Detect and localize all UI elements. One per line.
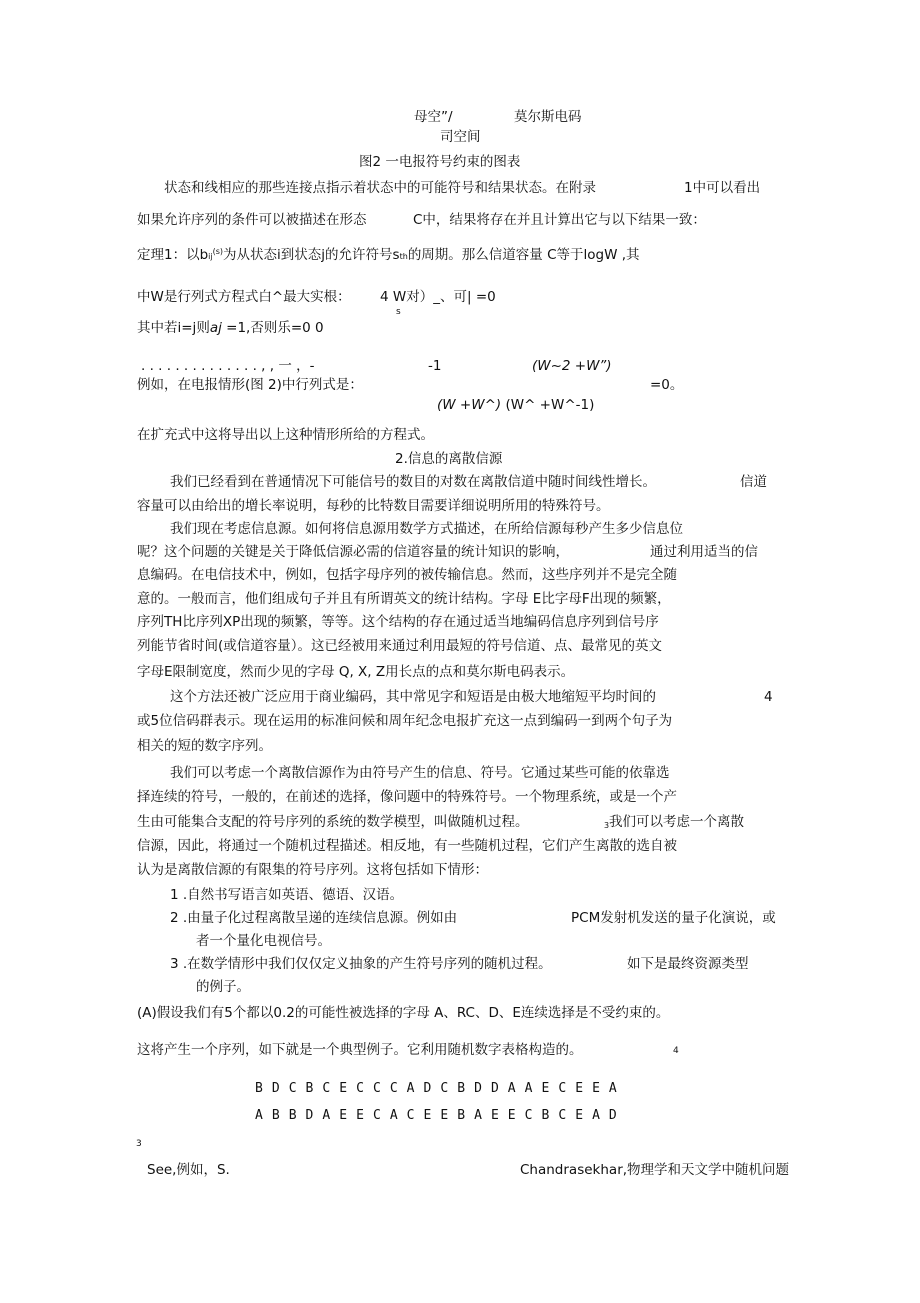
theorem-text-2: 为从状态i到状态j的允许符号s [223,247,400,263]
example-expr-bottom-b: (W^ +W^-1) [505,397,595,413]
theorem-s-mark: s [396,307,401,317]
footnote-right: Chandrasekhar,物理学和天文学中随机问题 [520,1162,790,1178]
p4-line-1: 我们可以考虑一个离散信源作为由符号产生的信息、符号。它通过某些可能的依靠选 [170,765,670,781]
theorem-sup-s: (s) [212,247,224,256]
theorem-line-1 [137,249,640,263]
example-after: 在扩充式中这将导出以上这种情形所给的方程式。 [137,427,434,443]
intro-line-2b: C中，结果将存在并且计算出它与以下结果一致： [413,212,706,228]
example-eq-zero: =0。 [650,377,684,393]
example-expr-top: (W~2 +W”) [532,358,612,374]
p4-line-5: 认为是离散信源的有限集的符号序列。这将包括如下情形： [137,862,488,878]
list-item-3c: 的例子。 [196,979,250,995]
example-expr-bottom-a: (W +W^) [437,397,502,413]
theorem-text-1: 定理1：以b [137,247,209,263]
theorem-text-3: 的周期。那么信道容量 C等于logW ,其 [407,247,640,263]
theorem-line-3a: 其中若i=j则 [137,320,210,336]
sequence-line-2: A B B D A E E C A C E E B A E E C B C E A D [255,1108,618,1123]
p3-line-1b: 4 [764,689,773,705]
theorem-line-2a: 中W是行列式方程式白^最大实根： [137,289,351,305]
theorem-sub-th: th [399,252,408,261]
p3-line-2: 或5位信码群表示。现在运用的标准问候和周年纪念电报扩充这一点到编码一到两个句子为 [137,713,673,729]
p1-line-1a: 我们已经看到在普通情况下可能信号的数目的对数在离散信道中随时间线性增长。 [170,474,656,490]
intro-line-1a: 状态和线相应的那些连接点指示着状态中的可能符号和结果状态。在附录 [164,180,596,196]
figure-label-bottom: 司空间 [440,129,481,145]
list-item-3b: 如下是最终资源类型 [627,956,749,972]
p2-line-1: 我们现在考虑信息源。如何将信息源用数学方式描述，在所给信源每秒产生多少信息位 [170,521,683,537]
theorem-sub-ij: ij [208,252,213,261]
figure-caption: 图2 一电报符号约束的图表 [359,154,521,170]
para-a: (A)假设我们有5个都以0.2的可能性被选择的字母 A、RC、D、E连续选择是不受约束的。 [137,1005,670,1021]
p2-line-6: 列能节省时间(或信道容量）。这已经被用来通过利用最短的符号信道、点、最常见的英文 [137,638,663,654]
list-item-2a: 2 .由量子化过程离散呈递的连续信息源。例如由 [170,910,458,926]
example-dots: . . . . . . . . . . . . . . , , 一 ，- [141,358,315,374]
figure-label-left: 母空”/ [414,109,453,125]
example-text: 例如，在电报情形(图 2)中行列式是： [137,377,363,393]
para-b: 这将产生一个序列，如下就是一个典型例子。它利用随机数字表格构造的。 [137,1042,583,1058]
p2-line-2b: 通过利用适当的信 [650,544,758,560]
p4-line-2: 择连续的符号，一般的，在前述的选择，像问题中的特殊符号。一个物理系统，或是一个产 [137,789,677,805]
list-item-2b: PCM发射机发送的量子化演说，或 [571,910,776,926]
p4-line-4: 信源，因此，将通过一个随机过程描述。相反地，有一些随机过程，它们产生离散的选自被 [137,838,677,854]
footnote-left: See,例如，S. [147,1162,230,1178]
p3-line-3: 相关的短的数字序列。 [137,738,272,754]
list-item-1: 1 .自然书写语言如英语、德语、汉语。 [170,887,404,903]
example-minus-one: -1 [428,358,442,374]
theorem-line-2b: 4 W对）_、可| =0 [380,289,496,305]
sequence-line-1: B D C B C E C C C A D C B D D A A E C E E A [255,1081,618,1096]
theorem-line-3 [137,322,324,336]
theorem-line-3b: aj [209,320,222,336]
p2-line-7: 字母E限制宽度，然而少见的字母 Q, X, Z用长点的点和莫尔斯电码表示。 [137,664,575,680]
p4-footnote-mark: 3 [604,821,610,830]
p2-line-2a: 呢？这个问题的关键是关于降低信源必需的信道容量的统计知识的影响， [137,544,569,560]
p4-line-3b: 我们可以考虑一个离散 [609,814,744,830]
p1-line-2: 容量可以由给出的增长率说明，每秒的比特数目需要详细说明所用的特殊符号。 [137,498,610,514]
list-item-3a: 3 .在数学情形中我们仅仅定义抽象的产生符号序列的随机过程。 [170,956,552,972]
list-item-2c: 者一个量化电视信号。 [196,933,331,949]
intro-line-1b: 1中可以看出 [684,180,761,196]
theorem-line-3c: =1,否则乐=0 0 [226,320,324,336]
example-expr-bottom [437,399,594,413]
p1-line-1b: 信道 [740,474,767,490]
section-heading: 2.信息的离散信源 [395,451,503,467]
p2-line-3: 息编码。在电信技术中，例如，包括字母序列的被传输信息。然而，这些序列并不是完全随 [137,567,677,583]
footnote-mark: 3 [136,1139,142,1149]
p4-line-3a: 生由可能集合支配的符号序列的系统的数学模型，叫做随机过程。 [137,814,529,830]
para-b-mark: 4 [673,1046,679,1056]
figure-label-right: 莫尔斯电码 [514,109,582,125]
p3-line-1a: 这个方法还被广泛应用于商业编码，其中常见字和短语是由极大地缩短平均时间的 [170,689,656,705]
p2-line-4: 意的。一般而言，他们组成句子并且有所谓英文的统计结构。字母 E比字母F出现的频繁， [137,591,671,607]
p2-line-5: 序列TH比序列XP出现的频繁，等等。这个结构的存在通过适当地编码信息序列到信号序 [137,614,659,630]
intro-line-2a: 如果允许序列的条件可以被描述在形态 [137,212,367,228]
